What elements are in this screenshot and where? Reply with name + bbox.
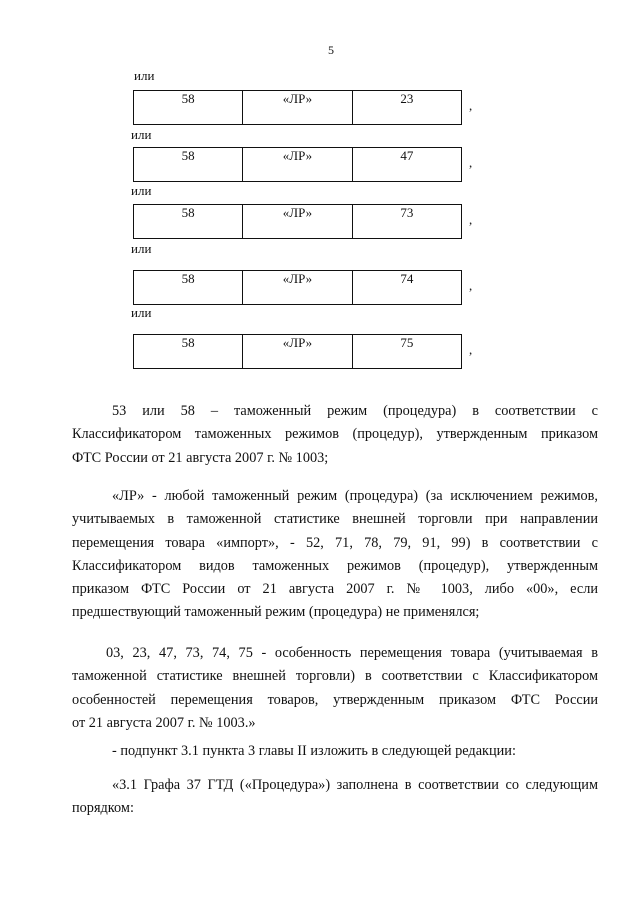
or-label: или bbox=[131, 305, 152, 320]
code-cell-previous-regime: «ЛР» bbox=[243, 335, 352, 368]
or-label: или bbox=[131, 183, 152, 198]
code-cell-feature: 75 bbox=[400, 335, 414, 350]
code-cell-feature: 74 bbox=[400, 271, 414, 286]
code-cell-previous-regime: «ЛР» bbox=[243, 91, 352, 124]
page-number: 5 bbox=[328, 43, 334, 57]
text-line: предшествующий таможенный режим (процедура) не применялся; bbox=[72, 604, 480, 621]
text-line: 03, 23, 47, 73, 74, 75 - особенность перемещения товара (учитываемая в bbox=[106, 645, 598, 661]
paragraph-box-37 bbox=[72, 774, 598, 821]
text-line: от 21 августа 2007 г. № 1003.» bbox=[72, 714, 256, 731]
code-cell-previous-regime: «ЛР» bbox=[243, 148, 352, 181]
paragraph-codes-53-58 bbox=[72, 400, 598, 470]
text-line: «ЛР» - любой таможенный режим (процедура) (за исключением режимов, bbox=[112, 488, 598, 504]
code-table bbox=[133, 147, 462, 182]
or-label: или bbox=[131, 241, 152, 256]
text-line: - подпункт 3.1 пункта 3 главы II изложить в следующей редакции: bbox=[112, 743, 516, 759]
text-line: перемещения товара «импорт», - 52, 71, 78, 79, 91, 99) в соответствии с bbox=[72, 534, 598, 551]
text-line: «3.1 Графа 37 ГТД («Процедура») заполнена в соответствии со следующим bbox=[112, 777, 598, 793]
comma: , bbox=[469, 155, 473, 170]
code-cell-previous-regime: «ЛР» bbox=[243, 271, 352, 304]
comma: , bbox=[469, 278, 473, 293]
code-cell-feature: 23 bbox=[400, 91, 414, 106]
text-line: таможенной статистике внешней торговли) в соответствии с Классификатором bbox=[72, 668, 598, 685]
or-label: или bbox=[131, 127, 152, 142]
comma: , bbox=[469, 98, 473, 113]
text-line: приказом ФТС России от 21 августа 2007 г. № 1003, либо «00», если bbox=[72, 581, 598, 598]
code-table bbox=[133, 334, 462, 369]
comma: , bbox=[469, 342, 473, 357]
text-line: учитываемых в таможенной статистике внешней торговли при направлении bbox=[72, 511, 598, 528]
code-table bbox=[133, 90, 462, 125]
code-cell-regime: 58 bbox=[134, 148, 243, 181]
code-cell-feature: 73 bbox=[400, 205, 414, 220]
or-label: или bbox=[134, 68, 155, 83]
paragraph-feature-codes bbox=[72, 642, 598, 735]
code-cell-previous-regime: «ЛР» bbox=[243, 205, 352, 238]
text-line: Классификатором видов таможенных режимов (процедур), утвержденным bbox=[72, 557, 598, 574]
code-cell-regime: 58 bbox=[134, 205, 243, 238]
paragraph-subitem-3-1 bbox=[72, 740, 598, 763]
paragraph-lr-code bbox=[72, 485, 598, 625]
code-table bbox=[133, 270, 462, 305]
code-table bbox=[133, 204, 462, 239]
comma: , bbox=[469, 212, 473, 227]
text-line: Классификатором таможенных режимов (процедур), утвержденным приказом bbox=[72, 426, 598, 443]
text-line: ФТС России от 21 августа 2007 г. № 1003; bbox=[72, 449, 329, 466]
code-cell-regime: 58 bbox=[134, 91, 243, 124]
code-cell-regime: 58 bbox=[134, 335, 243, 368]
code-cell-feature: 47 bbox=[400, 148, 414, 163]
text-line: порядком: bbox=[72, 800, 134, 817]
text-line: особенностей перемещения товаров, утвержденным приказом ФТС России bbox=[72, 691, 598, 708]
text-line: 53 или 58 – таможенный режим (процедура) в соответствии с bbox=[112, 403, 598, 419]
code-cell-regime: 58 bbox=[134, 271, 243, 304]
